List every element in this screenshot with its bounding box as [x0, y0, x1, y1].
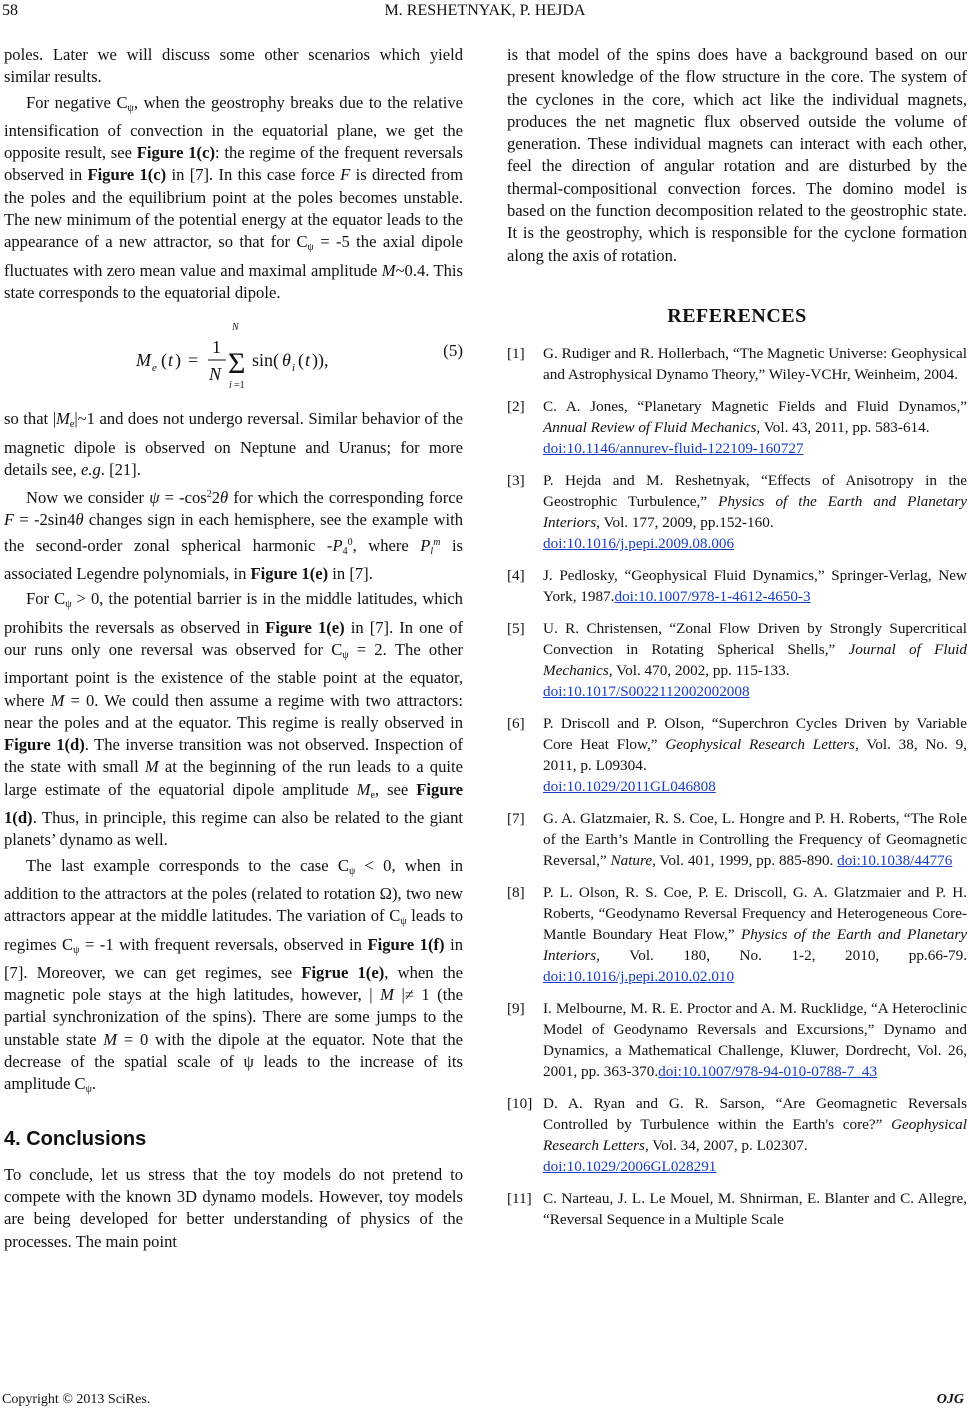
- svg-text:(: (: [298, 350, 304, 371]
- reference-item: [507, 396, 967, 459]
- doi-link[interactable]: doi:10.1016/j.pepi.2010.02.010: [543, 968, 735, 986]
- figure-reference: Figure 1(c): [87, 165, 167, 185]
- footer-copyright: Copyright © 2013 SciRes.: [2, 1392, 151, 1407]
- svg-text:): ): [175, 350, 181, 371]
- reference-item: [507, 470, 967, 554]
- equation-5: [4, 316, 463, 398]
- paragraph: For $C_\psi > 0$, the potential barrier is in the middle latitudes, which prohibits the reversals as observed in Figure 1(e) in [7]. In one of our runs only one reversal was observed for $C_\psi = 2$. The other important point is the existence of the stable point at the equator, where M = 0. We could then assume a regime with two attractors: near the poles and at the equator. This regime is really observed in Figure 1(d). The inverse transition was not observed. Inspection of the state with small M at the beginning of the run leads to a quite large estimate of the equatorial dipole amplitude $M_e$, see Figure 1(d). Thus, in principle, this regime can also be related to the giant planets’ dynamo as well.: [4, 589, 464, 850]
- figure-reference: Figrue 1(e): [301, 962, 385, 982]
- svg-text:sin(: sin(: [252, 350, 279, 371]
- svg-text:=1: =1: [234, 380, 245, 392]
- page-number: 58: [2, 2, 18, 19]
- reference-details: , Vol. 38, No. 9, 2011, p. L09304.: [543, 736, 967, 775]
- reference-item: [507, 713, 967, 797]
- reference-list: [507, 343, 967, 1230]
- paragraph: Now we consider $\psi = -\cos^22\theta$ for which the corresponding force F = -2sin4θ changes sign in each hemisphere, see the example with the second-order zonal spherical harmonic $-P_4^0$, where $P_l^m$ is associated Legendre polynomials, in Figure 1(e) in [7].: [4, 488, 464, 584]
- reference-item: [507, 343, 967, 385]
- reference-text: P. Hejda and M. Reshetnyak, “Effects of Anisotropy in the Geostrophic Turbulence,”: [543, 472, 967, 511]
- paragraph: To conclude, let us stress that the toy models do not pretend to compete with the known 3D dynamo models. However, toy models are being developed for better understanding of physics of the processes. The main point: [4, 1164, 463, 1251]
- reference-details: , Vol. 34, 2007, p. L02307.: [644, 1137, 808, 1155]
- reference-item: [507, 882, 967, 987]
- doi-link[interactable]: doi:10.1029/2006GL028291: [543, 1158, 717, 1176]
- svg-text:i: i: [229, 380, 232, 392]
- reference-details: Vol. 470, 2002, pp. 115-133.: [612, 662, 790, 680]
- reference-source: Geophysical Research Letters: [543, 1116, 967, 1155]
- footer-journal: OJG: [936, 1392, 964, 1407]
- reference-source: Nature: [610, 852, 653, 870]
- figure-reference: Figure 1(d): [4, 735, 85, 755]
- reference-item: [507, 998, 967, 1082]
- equation-number: (5): [443, 341, 463, 361]
- reference-number: [8]: [507, 884, 525, 902]
- reference-details: Vol. 180, No. 1-2, 2010, pp.66-79.: [599, 947, 967, 965]
- figure-reference: Figure 1(d): [4, 779, 463, 828]
- references-heading: REFERENCES: [667, 304, 807, 327]
- paragraph: is that model of the spins does have a background based on our present knowledge of the flow structure in the core. The system of the cyclones in the core, which act like the individual magnets, produces the net magnetic flux observed outside the volume of generation. These individual magnets can interact with each other, feel the direction of angular rotation and are disturbed by the thermal-compositional convection forces. The domino model is based on the function decomposition related to the geostrophic state. It is the geostrophy, which is responsible for the cyclone formation along the axis of rotation.: [507, 45, 967, 265]
- reference-text: J. Pedlosky, “Geophysical Fluid Dynamics,” Springer-Verlag, New York, 1987.: [543, 567, 967, 606]
- running-header-authors: M. RESHETNYAK, P. HEJDA: [384, 2, 586, 19]
- reference-text: U. R. Christensen, “Zonal Flow Driven by Strongly Supercritical Convection in Rotating Spherical Shells,”: [543, 620, 967, 659]
- doi-link[interactable]: doi:10.1007/978-94-010-0788-7_43: [658, 1063, 878, 1081]
- figure-reference: Figure 1(e): [265, 617, 345, 637]
- svg-text:t: t: [305, 350, 311, 371]
- equation-graphic: [4, 316, 463, 398]
- reference-number: [11]: [507, 1190, 532, 1208]
- doi-link[interactable]: doi:10.1146/annurev-fluid-122109-160727: [543, 440, 804, 458]
- reference-item: [507, 565, 967, 607]
- section-heading-conclusions: 4. Conclusions: [4, 1127, 147, 1150]
- svg-text:Σ: Σ: [228, 347, 246, 381]
- reference-item: [507, 1188, 967, 1230]
- paragraph: The last example corresponds to the case $C_\psi < 0$, when in addition to the attractors at the poles (related to rotation Ω), two new attractors appear at the middle latitudes. The variation of $C_\psi$ leads to regimes $C_\psi = -1$ with frequent reversals, observed in Figure 1(f) in [7]. Moreover, we can get regimes, see Figrue 1(e), when the magnetic pole stays at the high latitudes, however, | M |≠ 1 (the partial synchronization of the spins). There are some jumps to the unstable state M = 0 with the dipole at the equator. Note that the decrease of the spatial scale of ψ leads to the increase of its amplitude $C_\psi$.: [4, 855, 463, 1096]
- reference-details: Vol. 43, 2011, pp. 583-614.: [760, 419, 930, 437]
- figure-reference: Figure 1(f): [367, 934, 445, 954]
- reference-text: P. Driscoll and P. Olson, “Superchron Cycles Driven by Variable Core Heat Flow,”: [543, 715, 967, 754]
- svg-text:M: M: [136, 350, 151, 371]
- reference-source: Annual Review of Fluid Mechanics,: [543, 419, 761, 437]
- reference-details: , Vol. 177, 2009, pp.152-160.: [596, 514, 774, 532]
- reference-text: C. A. Jones, “Planetary Magnetic Fields and Fluid Dynamos,”: [543, 398, 967, 416]
- doi-link[interactable]: doi:10.1038/44776: [837, 852, 953, 870]
- svg-text:)),: )),: [312, 350, 329, 371]
- reference-text: P. L. Olson, R. S. Coe, P. E. Driscoll, G. A. Glatzmaier and P. H. Roberts, “Geodynamo Reversal Frequency and Heterogeneous Core-Mantle Boundary Heat Flow,”: [543, 884, 967, 944]
- reference-source: Physics of the Earth and Planetary Interiors: [543, 493, 967, 532]
- reference-text: G. Rudiger and R. Hollerbach, “The Magnetic Universe: Geophysical and Astrophysical Dynamo Theory,” Wiley-VCHr, Weinheim, 2004.: [543, 345, 967, 384]
- paragraph: so that $|M_e|\sim 1$ and does not undergo reversal. Similar behavior of the magnetic dipole is observed on Neptune and Uranus; for more details see, e.g. [21].: [4, 409, 463, 479]
- reference-number: [2]: [507, 398, 525, 416]
- reference-text: C. Narteau, J. L. Le Mouel, M. Shnirman, E. Blanter and C. Allegre, “Reversal Sequence in a Multiple Scale: [543, 1190, 967, 1229]
- reference-text: G. A. Glatzmaier, R. S. Coe, L. Hongre and P. H. Roberts, “The Role of the Earth’s Mantle in Controlling the Frequency of Geomagnetic Reversal,”: [543, 810, 967, 870]
- reference-item: [507, 618, 967, 702]
- svg-text:t: t: [168, 350, 174, 371]
- right-column: [507, 44, 967, 1241]
- reference-details: , Vol. 401, 1999, pp. 885-890.: [652, 852, 838, 870]
- reference-source: Geophysical Research Letters: [665, 736, 855, 754]
- doi-link[interactable]: doi:10.1029/2011GL046808: [543, 778, 716, 796]
- svg-text:=: =: [188, 350, 199, 371]
- reference-item: [507, 808, 967, 871]
- reference-text: D. A. Ryan and G. R. Sarson, “Are Geomagnetic Reversals Controlled by Turbulence within the Earth's core?”: [543, 1095, 967, 1134]
- svg-text:i: i: [292, 362, 296, 375]
- reference-source: Journal of Fluid Mechanics,: [543, 641, 967, 680]
- svg-text:N: N: [209, 364, 222, 385]
- left-column: [4, 44, 463, 1253]
- doi-link[interactable]: doi:10.1016/j.pepi.2009.08.006: [543, 535, 735, 553]
- paragraph: poles. Later we will discuss some other scenarios which yield similar results.: [4, 45, 463, 87]
- reference-number: [1]: [507, 345, 525, 363]
- svg-text:θ: θ: [282, 350, 291, 371]
- svg-text:1: 1: [212, 337, 221, 358]
- reference-number: [6]: [507, 715, 525, 733]
- doi-link[interactable]: doi:10.1007/978-1-4612-4650-3: [614, 588, 811, 606]
- reference-item: [507, 1093, 967, 1177]
- svg-text:e: e: [152, 362, 157, 375]
- reference-number: [9]: [507, 1000, 525, 1018]
- svg-text:(: (: [161, 350, 167, 371]
- reference-number: [5]: [507, 620, 525, 638]
- reference-number: [3]: [507, 472, 525, 490]
- reference-text: I. Melbourne, M. R. E. Proctor and A. M. Rucklidge, “A Heteroclinic Model of Geodynamo Reversals and Excursions,” Dynamo and Dynamics, a Mathematical Challenge, Kluwer, Dordrecht, Vol. 26, 2001, pp. 363-370.: [543, 1000, 967, 1081]
- figure-reference: Figure 1(c): [136, 143, 215, 163]
- reference-source: Physics of the Earth and Planetary Interiors,: [543, 926, 967, 965]
- reference-number: [10]: [507, 1095, 533, 1113]
- reference-number: [4]: [507, 567, 525, 585]
- reference-number: [7]: [507, 810, 525, 828]
- doi-link[interactable]: doi:10.1017/S0022112002002008: [543, 683, 750, 701]
- paragraph: For negative $C_\psi$, when the geostrophy breaks due to the relative intensification of convection in the equatorial plane, we get the opposite result, see Figure 1(c): the regime of the frequent reversals observed in Figure 1(c) in [7]. In this case force F is directed from the poles and the equilibrium point at the poles becomes unstable. The new minimum of the potential energy at the equator leads to the appearance of a new attractor, so that for $C_\psi = -5$ the axial dipole fluctuates with zero mean value and maximal amplitude M~0.4. This state corresponds to the equatorial dipole.: [4, 92, 463, 302]
- figure-reference: Figure 1(e): [250, 564, 329, 584]
- svg-text:N: N: [232, 322, 239, 334]
